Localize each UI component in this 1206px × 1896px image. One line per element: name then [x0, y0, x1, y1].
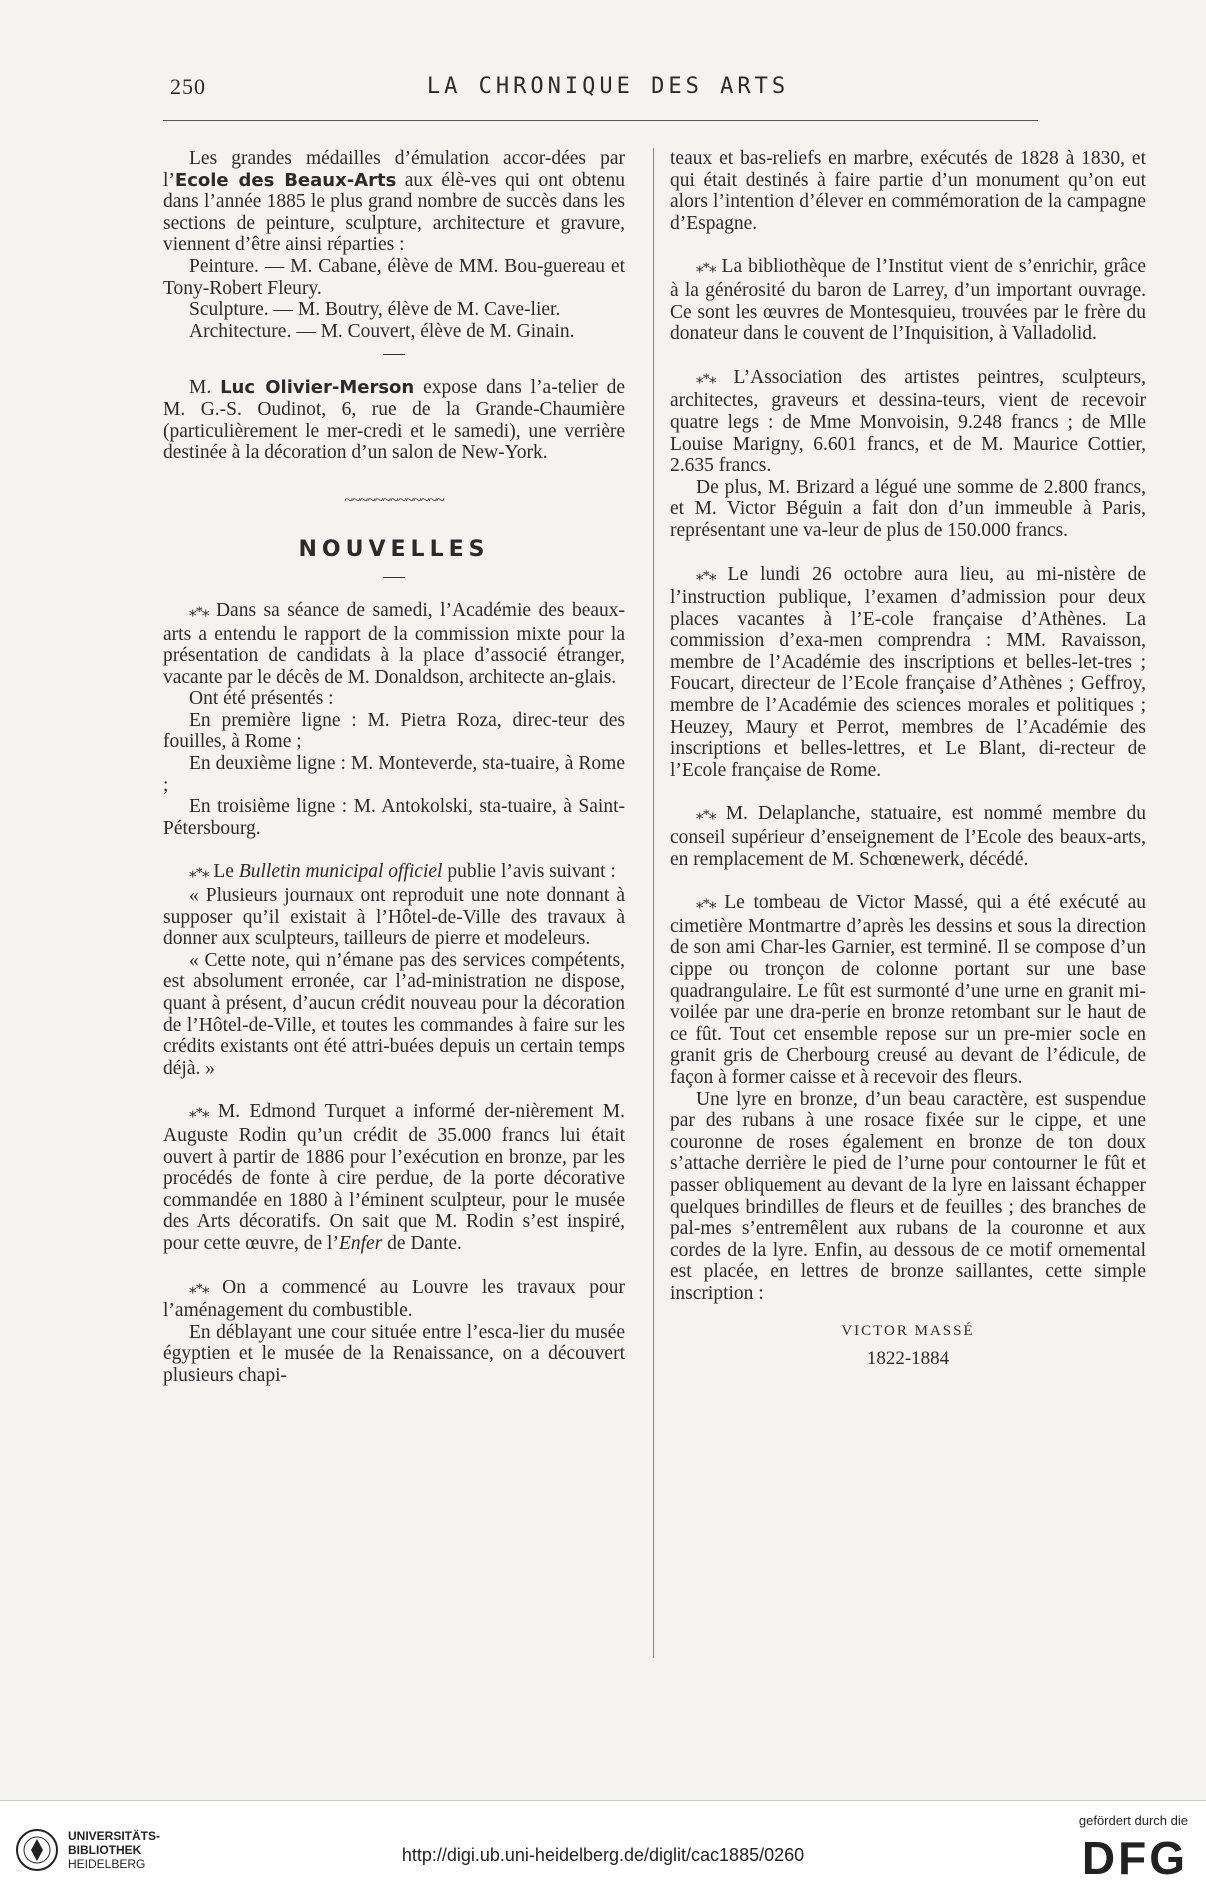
paragraph-merson: M. Luc Olivier-Merson expose dans l’a-telier de M. G.-S. Oudinot, 6, rue de la Grande-Chaumière (particulièrement le mer-credi et le samedi), une verrière destinée à la décoration d’un salon de New-York.: [163, 377, 626, 464]
ornament-divider: ~~~~~~~~~~~~~: [344, 491, 444, 509]
header-rule: [163, 120, 1038, 121]
news-louvre-deblayant: En déblayant une cour située entre l’esca-lier du musée égyptien et le musée de la Renaissance, on a découvert plusieurs chapi-: [163, 1321, 625, 1386]
news-bulletin: ⁎*⁎ Le Bulletin municipal officiel publie l’avis suivant :: [189, 861, 616, 883]
news-academie-ligne1: En première ligne : M. Pietra Roza, direc-teur des fouilles, à Rome ;: [163, 709, 625, 753]
news-examen-athenes: ⁎*⁎ Le lundi 26 octobre aura lieu, au mi-nistère de l’instruction publique, l’examen d’admission pour deux places vacantes à l’E-cole française d’Athènes. La commission d’exa-men comprendra : MM. Ravaisson, membre de l’Académie des inscriptions et belles-let-tres ; Foucart, directeur de l’Ecole française d’Athènes ; Geffroy, membre de l’Académie des sciences morales et politiques ; Heuzey, Maury et Perrot, membres de l’Académie des inscriptions et belles-lettres, et Le Blant, di-recteur de l’Ecole française de Rome.: [670, 563, 1146, 781]
news-academie-ligne3: En troisième ligne : M. Antokolski, sta-tuaire, à Saint-Pétersbourg.: [163, 796, 625, 839]
news-tombeau-lyre: Une lyre en bronze, d’un beau caractère, est suspendue par des rubans à une rosace fixée sur le cippe, et une couronne de roses également en bronze de ton doux s’attache derrière le pied de l’urne pour contourner le fût et passer obliquement au devant de la lyre en laissant échapper quelques brindilles de fleurs et de feuilles ; des branches de pal-mes s’entremêlent aux rubans de la couronne et aux cordes de la lyre. Enfin, au dessous de ce motif ornemental est placée, en lettres de bronze saillantes, cette simple inscription :: [670, 1088, 1146, 1304]
paragraph-sculpture: Sculpture. — M. Boutry, élève de M. Cave-lier.: [189, 299, 561, 321]
running-title: LA CHRONIQUE DES ARTS: [426, 74, 790, 99]
news-association: ⁎*⁎ L’Association des artistes peintres, sculpteurs, architectes, graveurs et dessina-teurs, vient de recevoir quatre legs : de Mme Monvoisin, 9.248 francs ; de Mlle Louise Marigny, 6.601 francs, et de M. Maurice Cottier, 2.635 francs.: [670, 366, 1146, 477]
news-louvre: ⁎*⁎ On a commencé au Louvre les travaux pour l’aménagement du combustible.: [163, 1276, 625, 1322]
section-title-nouvelles: NOUVELLES: [298, 537, 490, 563]
permalink-url[interactable]: http://digi.ub.uni-heidelberg.de/diglit/cac1885/0260: [401, 1845, 805, 1865]
separator-rule: [383, 577, 405, 578]
right-column: [670, 148, 1146, 1370]
luc-olivier-merson: Luc Olivier-Merson: [220, 377, 415, 399]
news-rodin: ⁎*⁎ M. Edmond Turquet a informé der-nièrement M. Auguste Rodin qu’un crédit de 35.000 francs lui était ouvert à partir de 1886 pour l’exécution en bronze, par les procédés de fonte à cire perdue, de la porte décorative commandée en 1880 à l’éminent sculpteur, pour le musée des Arts décoratifs. On sait que M. Rodin s’est inspiré, pour cette œuvre, de l’Enfer de Dante.: [163, 1101, 625, 1254]
news-academie-presentes: Ont été présentés :: [189, 688, 334, 710]
paragraph-peinture: Peinture. — M. Cabane, élève de MM. Bou-guereau et Tony-Robert Fleury.: [163, 255, 625, 299]
left-column: [163, 148, 625, 1387]
news-academie: ⁎*⁎ Dans sa séance de samedi, l’Académie des beaux-arts a entendu le rapport de la commission mixte pour la présentation de candidats à la place d’associé étranger, vacante par le décès de M. Donaldson, architecte an-glais.: [163, 599, 625, 688]
library-name: UNIVERSITÄTS- BIBLIOTHEK HEIDELBERG: [68, 1829, 161, 1871]
news-tombeau-masse: ⁎*⁎ Le tombeau de Victor Massé, qui a été exécuté au cimetière Montmartre d’après les dessins et sous la direction de son ami Char-les Garnier, est terminé. Il se compose d’un cippe ou tronçon de colonne portant sur une base quadrangulaire. Le fût est surmonté d’une urne en granit mi-voilée par une dra-perie en bronze retombant sur le haut de ce fût. Tout cet ensemble repose sur un pre-mier socle en granit gris de Cherbourg creusé au devant de l’édicule, de façon à former caisse et à recevoir des fleurs.: [670, 892, 1146, 1088]
news-louvre-continued: teaux et bas-reliefs en marbre, exécutés de 1828 à 1830, et qui était destinés à faire partie d’un monument qu’on eut alors l’intention d’élever en commémoration de la campagne d’Espagne.: [670, 148, 1146, 234]
news-bulletin-quote1: « Plusieurs journaux ont reproduit une note donnant à supposer qu’il existait à l’Hôtel-de-Ville des travaux à donner aux sculpteurs, tailleurs de pierre et modeleurs.: [163, 885, 625, 950]
paragraph-medailles: Les grandes médailles d’émulation accor-dées par l’Ecole des Beaux-Arts aux élè-ves qui ont obtenu dans l’année 1885 le plus grand nombre de succès dans les sections de peinture, sculpture, architecture et gravure, viennent d’être ainsi réparties :: [163, 148, 625, 256]
ecole-beaux-arts: Ecole des Beaux-Arts: [174, 169, 397, 191]
news-bulletin-quote2: « Cette note, qui n’émane pas des services compétents, est absolument erronée, car l’ad-ministration ne dispose, quant à présent, d’aucun crédit nouveau pour la décoration de l’Hôtel-de-Ville, et toutes les commandes à faire sur les crédits existants ont été attri-buées depuis un certain temps déjà. »: [163, 949, 625, 1079]
news-delaplanche: ⁎*⁎ M. Delaplanche, statuaire, est nommé membre du conseil supérieur d’enseignement de l’Ecole des beaux-arts, en remplacement de M. Schœnewerk, décédé.: [670, 803, 1146, 870]
dfg-logo: DFG: [1081, 1832, 1188, 1884]
news-bibliotheque: ⁎*⁎ La bibliothèque de l’Institut vient de s’enrichir, grâce à la générosité du baron de Larrey, d’un important ouvrage. Ce sont les œuvres de Montesquieu, trouvées par le frère du donateur dans le couvent de l’Inquisition, à Valladolid.: [670, 256, 1146, 345]
column-divider: [653, 148, 654, 1658]
viewer-footer: [0, 1800, 1206, 1896]
paragraph-architecture: Architecture. — M. Couvert, élève de M. Ginain.: [189, 320, 575, 342]
news-academie-ligne2: En deuxième ligne : M. Monteverde, sta-tuaire, à Rome ;: [163, 753, 625, 796]
inscription-years: 1822-1884: [866, 1348, 950, 1370]
page-number: 250: [170, 74, 206, 99]
inscription-name: VICTOR MASSÉ: [841, 1322, 975, 1339]
page-header: [168, 74, 1048, 108]
funded-by-label: gefördert durch die: [1078, 1813, 1188, 1828]
news-association-brizard: De plus, M. Brizard a légué une somme de 2.800 francs, et M. Victor Béguin a fait don d’un immeuble à Paris, représentant une va-leur de plus de 150.000 francs.: [670, 476, 1146, 541]
separator-rule: [383, 354, 405, 355]
